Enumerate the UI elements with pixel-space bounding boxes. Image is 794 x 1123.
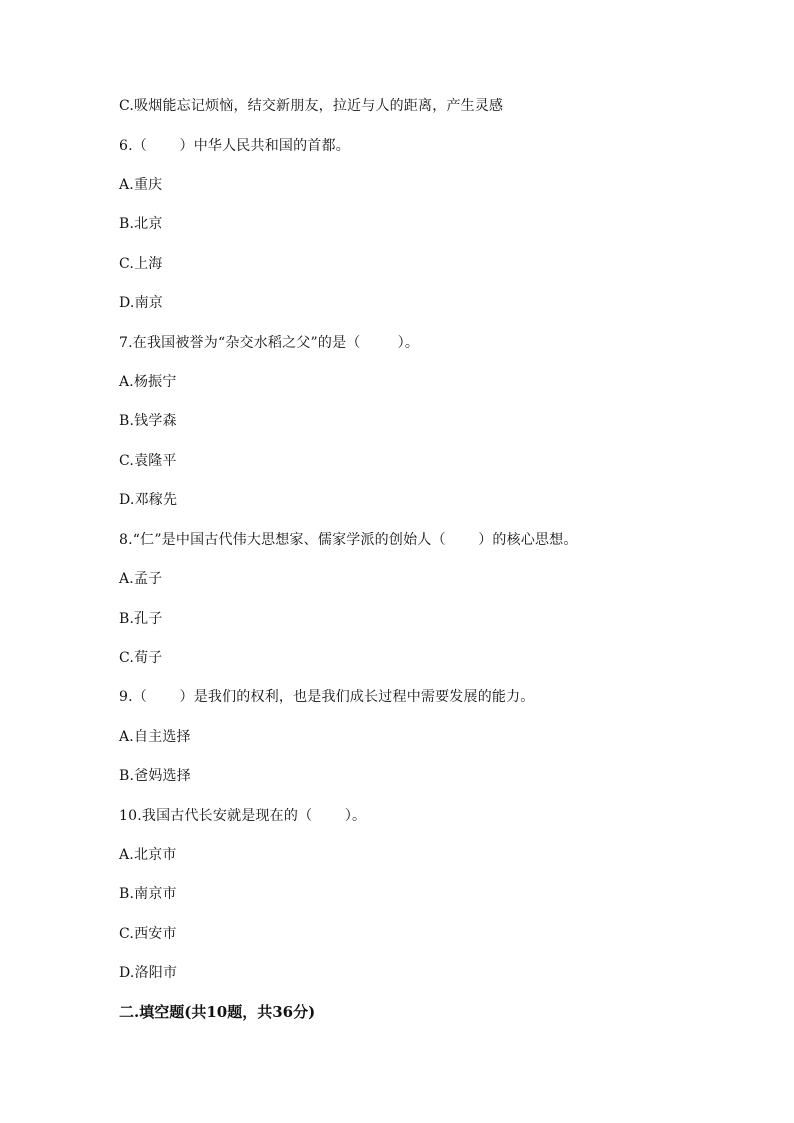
q5-option-c: C.吸烟能忘记烦恼，结交新朋友，拉近与人的距离，产生灵感 bbox=[119, 98, 504, 114]
q10-option-d: D.洛阳市 bbox=[119, 965, 178, 981]
q9-option-a: A.自主选择 bbox=[119, 729, 191, 745]
q7-option-c: C.袁隆平 bbox=[119, 453, 177, 469]
q9-stem: 9.（ ）是我们的权利，也是我们成长过程中需要发展的能力。 bbox=[119, 689, 535, 705]
q7-option-b: B.钱学森 bbox=[119, 413, 177, 429]
q6-option-d: D.南京 bbox=[119, 295, 163, 311]
q10-stem: 10.我国古代长安就是现在的（ ）。 bbox=[119, 808, 367, 824]
q6-stem: 6.（ ）中华人民共和国的首都。 bbox=[119, 138, 350, 154]
q9-option-b: B.爸妈选择 bbox=[119, 768, 191, 784]
q10-option-c: C.西安市 bbox=[119, 926, 177, 942]
q7-stem: 7.在我国被誉为“杂交水稻之父”的是（ ）。 bbox=[119, 335, 420, 351]
q8-stem: 8.“仁”是中国古代伟大思想家、儒家学派的创始人（ ）的核心思想。 bbox=[119, 532, 578, 548]
q7-option-d: D.邓稼先 bbox=[119, 492, 178, 508]
q10-option-a: A.北京市 bbox=[119, 847, 177, 863]
section-title-fill-in: 二.填空题(共10题，共36分) bbox=[119, 1003, 316, 1021]
q8-option-c: C.荀子 bbox=[119, 650, 163, 666]
q6-option-c: C.上海 bbox=[119, 256, 163, 272]
q8-option-a: A.孟子 bbox=[119, 571, 163, 587]
q7-option-a: A.杨振宁 bbox=[119, 374, 177, 390]
q6-option-a: A.重庆 bbox=[119, 177, 163, 193]
q6-option-b: B.北京 bbox=[119, 216, 163, 232]
q10-option-b: B.南京市 bbox=[119, 886, 177, 902]
q8-option-b: B.孔子 bbox=[119, 611, 163, 627]
